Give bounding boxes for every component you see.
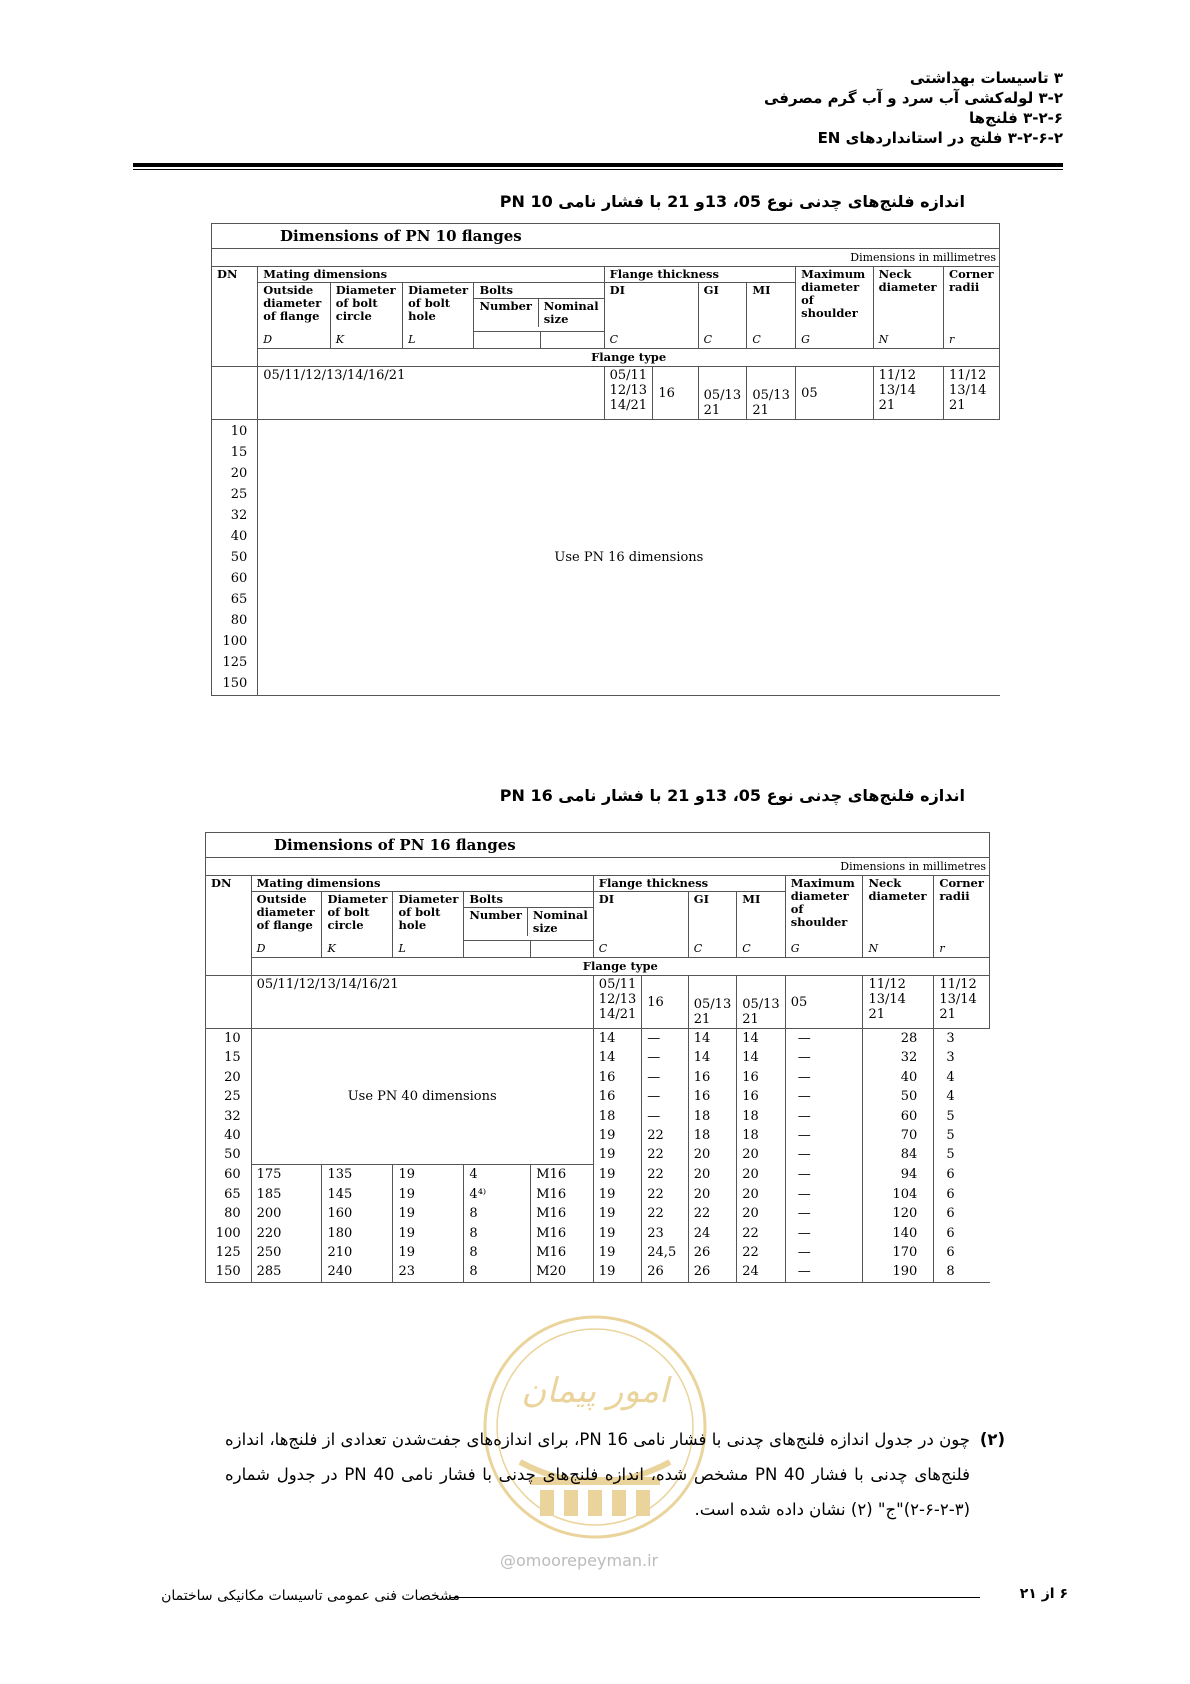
gi-header: GI [688,892,736,941]
dn-value: 65 [230,592,248,607]
mating-header: Mating dimensions [258,267,604,283]
dn-value: 150 [222,676,248,691]
header-rule-thick [133,163,1063,167]
neck-cell: 104 [863,1185,934,1204]
shoulder-cell: — [785,1048,863,1067]
gi-cell: 22 [688,1204,736,1223]
table1-caption: اندازه فلنج‌های چدنی نوع 05، 13و 21 با فشار نامی PN 10 [499,192,965,211]
corner-cell: 4 [934,1068,990,1087]
gi-cell: 18 [688,1107,736,1126]
units-label: Dimensions in millimetres [212,249,1000,267]
watermark-url: @omoorepeyman.ir [500,1551,659,1570]
bolt-number-cell: 8 [464,1204,531,1223]
shoulder-cell: — [785,1029,863,1049]
shoulder-cell: — [785,1262,863,1282]
dn-cell: 15 [206,1048,252,1067]
di-cell: 19 [593,1126,641,1145]
bolt-circle-cell: 210 [322,1243,393,1262]
mi-cell: 14 [737,1048,785,1067]
di-cell: 19 [593,1165,641,1185]
outside-diameter-cell: 250 [251,1243,322,1262]
bolt-hole-cell: 19 [393,1224,464,1243]
table-row [206,1204,990,1223]
neck-header: Neck diameter [863,876,934,941]
dn-cell: 50 [206,1145,252,1164]
corner-cell: 5 [934,1145,990,1164]
flange-type-g: 05 [785,976,863,1029]
page-header [363,68,1063,148]
dn-value: 100 [222,634,248,649]
header-line-3: ۳-۲-۶ فلنج‌ها [968,109,1063,127]
corner-cell: 6 [934,1185,990,1204]
corner-cell: 5 [934,1126,990,1145]
bolt-nominal-cell: M16 [531,1185,594,1204]
neck-cell: 190 [863,1262,934,1282]
di-cell: 19 [593,1145,641,1164]
corner-cell: 6 [934,1204,990,1223]
mi-cell: 20 [737,1165,785,1185]
mi-cell: 18 [737,1126,785,1145]
mi-cell: 16 [737,1087,785,1106]
di-cell: 14 [593,1029,641,1049]
header-line-2: ۳-۲ لوله‌کشی آب سرد و آب گرم مصرفی [763,89,1063,107]
neck-cell: 50 [863,1087,934,1106]
di-cell: 18 [593,1107,641,1126]
bolt-hole-header: Diameter of bolt hole [393,892,464,941]
header-rule-thin [133,169,1063,170]
bolt-circle-cell: 240 [322,1262,393,1282]
flange-type-r: 11/12 13/14 21 [943,367,999,420]
outside-diameter-cell: 185 [251,1185,322,1204]
shoulder-cell: — [785,1185,863,1204]
table-row [206,1224,990,1243]
flange-type-mi: 05/13 21 [747,367,796,420]
dn-cell: 60 [206,1165,252,1185]
symbol-g: G [785,940,863,958]
note-number: (۲) [979,1430,1005,1449]
gi-cell: 26 [688,1262,736,1282]
bolt-circle-cell: 160 [322,1204,393,1223]
gi-cell: 18 [688,1126,736,1145]
dn-header: DN [212,267,258,367]
symbol-n: N [873,331,943,349]
dn-cell: 20 [206,1068,252,1087]
neck-cell: 140 [863,1224,934,1243]
mi-cell: 22 [737,1243,785,1262]
mi-cell: 20 [737,1204,785,1223]
table-row [206,1029,990,1049]
bolt-number-cell: 8 [464,1224,531,1243]
shoulder-cell: — [785,1068,863,1087]
corner-cell: 8 [934,1262,990,1282]
bolt-hole-header: Diameter of bolt hole [403,283,474,332]
di-cell: 14 [593,1048,641,1067]
table-row [206,1262,990,1282]
bolt-hole-cell: 19 [393,1243,464,1262]
neck-cell: 28 [863,1029,934,1049]
di-cell: 19 [593,1185,641,1204]
di-16-cell: — [642,1107,688,1126]
gi-cell: 14 [688,1048,736,1067]
symbol-d: D [258,331,330,349]
gi-cell: 20 [688,1185,736,1204]
flange-type-di-16: 16 [642,976,688,1029]
table-title: Dimensions of PN 10 flanges [212,224,1000,249]
outside-diameter-header: Outside diameter of flange [251,892,322,941]
mi-cell: 16 [737,1068,785,1087]
dn-cell: 10 [206,1029,252,1049]
shoulder-cell: — [785,1165,863,1185]
use-pn16-note: Use PN 16 dimensions [258,420,1000,696]
bolt-nominal-cell: M16 [531,1224,594,1243]
dn-value: 15 [230,445,248,460]
di-header: DI [593,892,688,941]
dn-cell: 32 [206,1107,252,1126]
outside-diameter-cell: 285 [251,1262,322,1282]
bolt-number-cell: 4 [464,1165,531,1185]
footer-rule [450,1597,980,1598]
dn-column [212,420,258,696]
flange-type-header: Flange type [251,958,989,976]
neck-header: Neck diameter [873,267,943,332]
di-cell: 19 [593,1243,641,1262]
di-16-cell: — [642,1048,688,1067]
symbol-d: D [251,940,322,958]
header-line-4: ۳-۲-۶-۲ فلنج در استانداردهای EN [817,129,1063,147]
mi-cell: 22 [737,1224,785,1243]
di-16-cell: 24,5 [642,1243,688,1262]
neck-cell: 70 [863,1126,934,1145]
outside-diameter-cell: 200 [251,1204,322,1223]
di-16-cell: 22 [642,1126,688,1145]
gi-cell: 24 [688,1224,736,1243]
corner-cell: 3 [934,1048,990,1067]
mi-cell: 14 [737,1029,785,1049]
symbol-l: L [403,331,474,349]
di-cell: 16 [593,1087,641,1106]
dn-cell: 25 [206,1087,252,1106]
di-16-cell: — [642,1087,688,1106]
flange-type-r: 11/12 13/14 21 [934,976,990,1029]
stamp-text: امور پیمان [521,1371,669,1411]
flange-type-mating: 05/11/12/13/14/16/21 [258,367,604,420]
dn-cell: 80 [206,1204,252,1223]
shoulder-cell: — [785,1243,863,1262]
di-16-cell: 26 [642,1262,688,1282]
corner-header: Corner radii [943,267,999,332]
neck-cell: 60 [863,1107,934,1126]
dn-value: 60 [230,571,248,586]
flange-type-di-16: 16 [653,367,698,420]
pn16-flange-table [205,832,990,1283]
di-16-cell: — [642,1068,688,1087]
neck-cell: 120 [863,1204,934,1223]
flange-thickness-header: Flange thickness [604,267,796,283]
symbol-k: K [322,940,393,958]
flange-type-mi: 05/13 21 [737,976,785,1029]
dn-value: 20 [230,466,248,481]
gi-cell: 16 [688,1068,736,1087]
bolt-hole-cell: 19 [393,1165,464,1185]
corner-cell: 4 [934,1087,990,1106]
table-row [206,1243,990,1262]
bolt-nominal-cell: M16 [531,1243,594,1262]
dn-value: 32 [230,508,248,523]
shoulder-cell: — [785,1107,863,1126]
outside-diameter-cell: 220 [251,1224,322,1243]
max-shoulder-header: Maximum diameter of shoulder [796,267,873,332]
di-cell: 19 [593,1224,641,1243]
corner-cell: 3 [934,1029,990,1049]
symbol-g: G [796,331,873,349]
mi-cell: 20 [737,1185,785,1204]
di-16-cell: 22 [642,1145,688,1164]
di-cell: 19 [593,1262,641,1282]
di-16-cell: 22 [642,1165,688,1185]
pn16-table-body [206,1029,990,1283]
flange-type-di: 05/11 12/13 14/21 [604,367,653,420]
dn-value: 125 [222,655,248,670]
di-cell: 19 [593,1204,641,1223]
symbol-l: L [393,940,464,958]
bolt-circle-header: Diameter of bolt circle [330,283,402,332]
gi-cell: 16 [688,1087,736,1106]
di-header: DI [604,283,698,332]
flange-type-g: 05 [796,367,873,420]
mi-header: MI [747,283,796,332]
symbol-c-mi: C [747,331,796,349]
neck-cell: 40 [863,1068,934,1087]
shoulder-cell: — [785,1145,863,1164]
bolt-nominal-cell: M16 [531,1165,594,1185]
mi-cell: 24 [737,1262,785,1282]
neck-cell: 32 [863,1048,934,1067]
corner-cell: 6 [934,1165,990,1185]
bolts-nominal-header: Nominal size [532,908,588,935]
flange-type-header: Flange type [258,349,1000,367]
dn-cell: 40 [206,1126,252,1145]
di-16-cell: 23 [642,1224,688,1243]
flange-type-n: 11/12 13/14 21 [863,976,934,1029]
corner-cell: 6 [934,1224,990,1243]
bolt-hole-cell: 19 [393,1204,464,1223]
note-paragraph: چون در جدول اندازه فلنج‌های چدنی با فشار نامی PN 16، برای اندازه‌های جفت‌شدن تعدادی از فلنج‌ها، اندازه فلنج‌های چدنی با فشار PN 40 مشخص شده، اندازه فلنج‌های چدنی با فشار نامی PN 40 در جدول شماره (۳-۲-۶-۲)"ج" (۲) نشان داده شده است. [225,1430,970,1519]
shoulder-cell: — [785,1204,863,1223]
symbol-c-gi: C [688,940,736,958]
dn-value: 80 [230,613,248,628]
symbol-r: r [934,940,990,958]
use-pn40-note: Use PN 40 dimensions [251,1029,593,1165]
symbol-n: N [863,940,934,958]
shoulder-cell: — [785,1126,863,1145]
bolt-circle-cell: 145 [322,1185,393,1204]
neck-cell: 84 [863,1145,934,1164]
gi-header: GI [698,283,747,332]
bolt-hole-cell: 19 [393,1185,464,1204]
bolt-hole-cell: 23 [393,1262,464,1282]
dn-value: 25 [230,487,248,502]
table-row [206,1185,990,1204]
symbol-c-mi: C [737,940,785,958]
gi-cell: 14 [688,1029,736,1049]
symbol-c-gi: C [698,331,747,349]
outside-diameter-header: Outside diameter of flange [258,283,330,332]
outside-diameter-cell: 175 [251,1165,322,1185]
bolt-circle-cell: 180 [322,1224,393,1243]
gi-cell: 20 [688,1165,736,1185]
gi-cell: 26 [688,1243,736,1262]
symbol-k: K [330,331,402,349]
table-row [206,1165,990,1185]
footer-title: مشخصات فنی عمومی تاسیسات مکانیکی ساختمان [161,1588,460,1604]
shoulder-cell: — [785,1224,863,1243]
dn-cell: 100 [206,1224,252,1243]
header-line-1: ۳ تاسیسات بهداشتی [909,69,1063,87]
units-label: Dimensions in millimetres [206,858,990,876]
neck-cell: 94 [863,1165,934,1185]
mi-cell: 18 [737,1107,785,1126]
bolts-number-header: Number [464,908,527,936]
flange-type-gi: 05/13 21 [688,976,736,1029]
dn-value: 50 [230,550,248,565]
shoulder-cell: — [785,1087,863,1106]
bolts-nominal-header: Nominal size [543,299,599,326]
table-title: Dimensions of PN 16 flanges [206,833,990,858]
bolt-number-cell: 4⁴⁾ [464,1185,531,1204]
dn-cell: 125 [206,1243,252,1262]
mating-header: Mating dimensions [251,876,593,892]
symbol-c-di: C [604,331,698,349]
bolt-number-cell: 8 [464,1243,531,1262]
dn-header: DN [206,876,252,976]
corner-header: Corner radii [934,876,990,941]
bolts-header: Bolts [464,892,592,908]
symbol-r: r [943,331,999,349]
bolt-nominal-cell: M16 [531,1204,594,1223]
flange-type-n: 11/12 13/14 21 [873,367,943,420]
bolts-number-header: Number [474,299,538,327]
dn-cell: 65 [206,1185,252,1204]
di-16-cell: — [642,1029,688,1049]
di-16-cell: 22 [642,1204,688,1223]
corner-cell: 5 [934,1107,990,1126]
flange-type-mating: 05/11/12/13/14/16/21 [251,976,593,1029]
table2-caption: اندازه فلنج‌های چدنی نوع 05، 13و 21 با فشار نامی PN 16 [499,786,965,805]
mi-header: MI [737,892,785,941]
gi-cell: 20 [688,1145,736,1164]
flange-type-di: 05/11 12/13 14/21 [593,976,641,1029]
bolt-nominal-cell: M20 [531,1262,594,1282]
symbol-c-di: C [593,940,688,958]
neck-cell: 170 [863,1243,934,1262]
flange-type-gi: 05/13 21 [698,367,747,420]
bolts-header: Bolts [474,283,603,299]
bolt-number-cell: 8 [464,1262,531,1282]
pn10-flange-table [211,223,1000,696]
dn-value: 10 [230,424,248,439]
flange-thickness-header: Flange thickness [593,876,785,892]
mi-cell: 20 [737,1145,785,1164]
max-shoulder-header: Maximum diameter of shoulder [785,876,863,941]
bolt-circle-cell: 135 [322,1165,393,1185]
di-16-cell: 22 [642,1185,688,1204]
di-cell: 16 [593,1068,641,1087]
corner-cell: 6 [934,1243,990,1262]
bolt-circle-header: Diameter of bolt circle [322,892,393,941]
dn-value: 40 [230,529,248,544]
dn-cell: 150 [206,1262,252,1282]
page-number: ۶ از ۲۱ [1019,1586,1068,1602]
